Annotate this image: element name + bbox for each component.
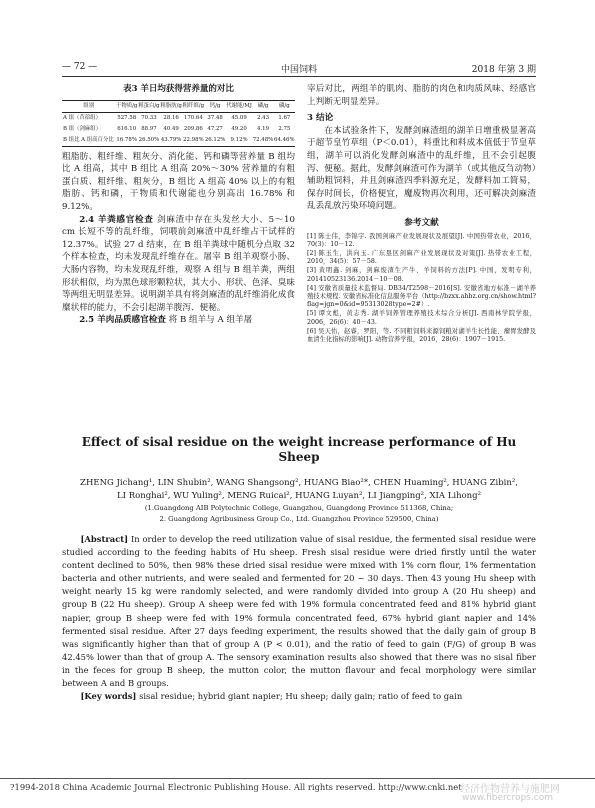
copyright-footer: ?1994-2018 China Academic Journal Electronic Publishing House. All rights reserved. http://www.cnki.net bbox=[10, 782, 462, 792]
table-cell: A 组（苜蓿组） bbox=[63, 114, 101, 121]
abstract-label: [Abstract] bbox=[80, 534, 129, 544]
table-header-cell: 磷/g bbox=[257, 102, 269, 109]
table-cell: 16.78% bbox=[116, 136, 137, 143]
table-cell: 88.97 bbox=[141, 125, 157, 132]
issue-label: 2018 年第 3 期 bbox=[471, 65, 536, 75]
references-title: 参考文献 bbox=[404, 217, 439, 228]
table-row bbox=[62, 124, 295, 135]
paragraph-text: 将 B 组羊与 A 组羊屠 bbox=[168, 315, 253, 326]
reference-list bbox=[307, 233, 536, 345]
left-column bbox=[62, 83, 295, 327]
english-title: Effect of sisal residue on the weight increase performance of Hu Sheep bbox=[81, 435, 517, 464]
keywords-paragraph bbox=[62, 690, 536, 703]
paragraph: 粗脂肪、粗纤维、粗灰分、消化能、钙和磷等营养量 B 组均比 A 组高，其中 B 组比 A 组高 20%～30% 营养量的有粗蛋白质、粗纤维、粗灰分，B 组比 A 组高 40% 以上的有粗脂肪、钙和磷，干物质和代谢能也分别高出 16.78% 和 9.12%。 bbox=[62, 151, 295, 212]
table-cell: 26.12% bbox=[204, 136, 226, 143]
table-cell: 4.19 bbox=[257, 125, 270, 132]
table-cell: 616.10 bbox=[117, 125, 137, 132]
reference-item: [6] 吴天佑，赵睿，罗阳，等. 不同粗饲料来源饲粮对湖羊生长性能、瘤胃发酵及血清生化指标的影响[J]. 动物营养学报，2016，28(6)：1907－1915. bbox=[307, 327, 536, 343]
watermark-text: 经济作物营养与施肥网 bbox=[460, 784, 560, 795]
table-cell: 2.75 bbox=[278, 125, 291, 132]
table-cell: 28.16 bbox=[163, 114, 179, 121]
authors-line: LI Ronghai², WU Yuling², MENG Ruicai², HUANG Luyan², LI Jiangping², XIA Lihong² bbox=[117, 490, 481, 501]
table-row bbox=[62, 112, 295, 124]
table-header-cell: 粗脂肪/g bbox=[160, 102, 182, 109]
reference-item: [4] 安徽省质量技术监督局. DB34/T2598－2016[S]. 安徽省地方标准－湖羊养殖技术规程. 安徽省标准化信息服务平台（http://bzxx.ahbz.org.cn/show.html?flag=jgn=0&id=95313028type=2#）. bbox=[307, 284, 536, 309]
table-cell: 40.49 bbox=[163, 125, 179, 132]
keywords-label: [Key words] bbox=[80, 691, 137, 702]
table-cell: 64.46% bbox=[274, 136, 295, 143]
reference-item: [2] 陈玉生，洪向玉. 广东垦区剑麻产业发展现状及对策[J]. 热带农业工程，2010，34(5)：57－58. bbox=[307, 249, 536, 266]
table-header-cell: 代谢能/MJ bbox=[226, 102, 252, 109]
table-cell: B 组比 A 组高百分比 bbox=[63, 136, 114, 143]
table-cell: 527.58 bbox=[117, 114, 137, 121]
table-cell: 22.98% bbox=[183, 136, 204, 143]
right-column bbox=[307, 83, 536, 345]
table-cell: B 组（剑麻组） bbox=[63, 125, 102, 132]
page-number: — 72 — bbox=[62, 62, 98, 72]
table-cell: 43.79% bbox=[160, 136, 182, 143]
paragraph bbox=[62, 214, 295, 315]
table-cell: 26.50% bbox=[138, 136, 160, 143]
table-cell: 37.48 bbox=[207, 114, 223, 121]
section-heading: 2.5 羊肉品质感官检查 bbox=[79, 315, 166, 326]
affiliation: 2. Guangdong Agribusiness Group Co., Ltd. Guangzhou Province 529500, China) bbox=[159, 515, 439, 523]
paragraph-text: 剑麻渣中存在头发丝大小、5～10 cm 长短不等的乱纤维，饲喂前剑麻渣中乱纤维占干试样的 12.37%。试验 27 d 结束，在 B 组羊粪球中随机分点取 32 个样本检查，均未发现乱纤维存在。屠宰 B 组羊观察小肠、大肠内容物，均未发现乱纤维，观察 A 组与 B 组羊粪，两组形状相似，均为黑色球形颗粒状，其大小、形状、色泽、臭味等两组无明显差异。说明湖羊具有将剑麻渣的乱纤维消化成食糜状样的能力，不会引起湖羊腹泻、便秘。 bbox=[62, 214, 295, 313]
table-cell: 209.86 bbox=[183, 125, 203, 132]
table-cell: 47.27 bbox=[207, 125, 223, 132]
affiliation: (1.Guangdong AIB Polytechnic College, Guangzhou, Guangdong Province 511368, China; bbox=[144, 504, 454, 512]
table-cell: 9.12% bbox=[230, 136, 248, 143]
table-header-cell: 粗蛋白/g bbox=[138, 102, 160, 109]
paragraph: 在本试验条件下，发酵剑麻渣组的湖羊日增重极显著高于超节皇竹草组（P＜0.01），料重比和料成本值低于节皇草组，湖羊可以消化发酵剑麻渣中的乱纤维，且不会引起腹泻、便秘。据此，发酵剑麻渣可作为湖羊（或其他反刍动物）辅助粗饲料，并且剑麻渣四季料源充足，发酵料加工简易，保存时间长，价格便宜，魔废物再次利用，还可解决剑麻渣乱丢乱放污染环境问题。 bbox=[307, 125, 536, 212]
table-row bbox=[62, 135, 295, 147]
page-header bbox=[62, 62, 536, 76]
paragraph: 宰后对比，两组羊的肌肉、脂肪的肉色和肉质风味、经感官上判断无明显差异。 bbox=[307, 84, 536, 107]
table-header-cell: 干物质/g bbox=[115, 102, 138, 109]
footer-rule bbox=[0, 778, 595, 779]
table-caption: 表3 羊日均获得营养量的对比 bbox=[123, 84, 234, 94]
table-header-row bbox=[62, 100, 295, 112]
table-cell: 70.33 bbox=[141, 114, 157, 121]
abstract-text: In order to develop the reed utilization value of sisal residue, the fermented sisal residue were studied according to the feeding habits of Hu sheep. Fresh sisal residue were dried firstly until the water content declined to 50%, then 98% these dried sisal residue were mixed with 1% corn flour, 1% fermentation bacteria and other nutrients, and were sealed and fermented for 20 ~ 30 days. Then 43 young Hu sheep with weight nearly 15 kg were randomly selected, and were randomly divided into group A (20 Hu sheep) and group B (22 Hu sheep). Group A sheep were fed with 19% formula concentrated feed and 81% hybrid giant napier, group B sheep were fed with 19% formula concentrated feed, 67% hybrid giant napier and 14% fermented sisal residue. After 27 days feeding experiment, the results showed that the daily gain of group B was significantly higher than that of group A (P < 0.01), and the ratio of feed to gain (F/G) of group B was 42.45% lower than that of group A. The sensory examination results also showed that there was no sisal fiber in the feces for group B sheep, the mutton color, the mutton flavour and fecal morphology were similar between A and B groups. bbox=[62, 534, 537, 689]
english-abstract-section bbox=[62, 435, 536, 703]
reference-item: [1] 陈士伟，李锦宇. 我国剑麻产业发展现状及展望[J]. 中国热带农业，2016，70(3)：10－12. bbox=[307, 232, 536, 248]
table-cell: 72.48% bbox=[252, 136, 274, 143]
nutrient-table bbox=[62, 100, 295, 147]
table-header-cell: 组别 bbox=[83, 102, 95, 109]
table-header-cell: 磷/g bbox=[278, 102, 290, 109]
table-cell: 49.20 bbox=[231, 125, 247, 132]
watermark-url: www.fibercrops.com bbox=[462, 793, 553, 803]
section-heading: 2.4 羊粪感官检查 bbox=[79, 214, 154, 225]
reference-item: [3] 黄明鑫. 剑麻，剑麻废渣生产牛、羊饲料的方法[P]. 中国，发明专利，201410523136.2014－10－08. bbox=[307, 267, 536, 283]
authors-line: ZHENG Jichang¹, LIN Shubin², WANG Shangsong², HUANG Biao²*, CHEN Huaming², HUANG Zibin², bbox=[80, 478, 518, 488]
keywords-text: sisal residue; hybrid giant napier; Hu sheep; daily gain; ratio of feed to gain bbox=[139, 691, 463, 702]
header-rule bbox=[62, 76, 536, 77]
abstract-paragraph bbox=[62, 533, 536, 690]
section-heading: 3 结论 bbox=[307, 113, 334, 124]
table-cell: 45.09 bbox=[231, 114, 247, 121]
table-cell: 170.64 bbox=[183, 114, 203, 121]
table-cell: 2.43 bbox=[257, 114, 270, 121]
paragraph bbox=[62, 314, 295, 327]
journal-name: 中国饲料 bbox=[280, 65, 317, 75]
table-cell: 1.67 bbox=[278, 114, 291, 121]
reference-item: [5] 谭文彪，黄志秀. 湖羊饲养管理养殖技术综合分析[J]. 西南林学院学报，2006，26(6)：40－43. bbox=[307, 310, 536, 326]
table-header-cell: 钙/g bbox=[209, 102, 221, 109]
table-header-cell: 粗纤维/g bbox=[182, 102, 205, 109]
